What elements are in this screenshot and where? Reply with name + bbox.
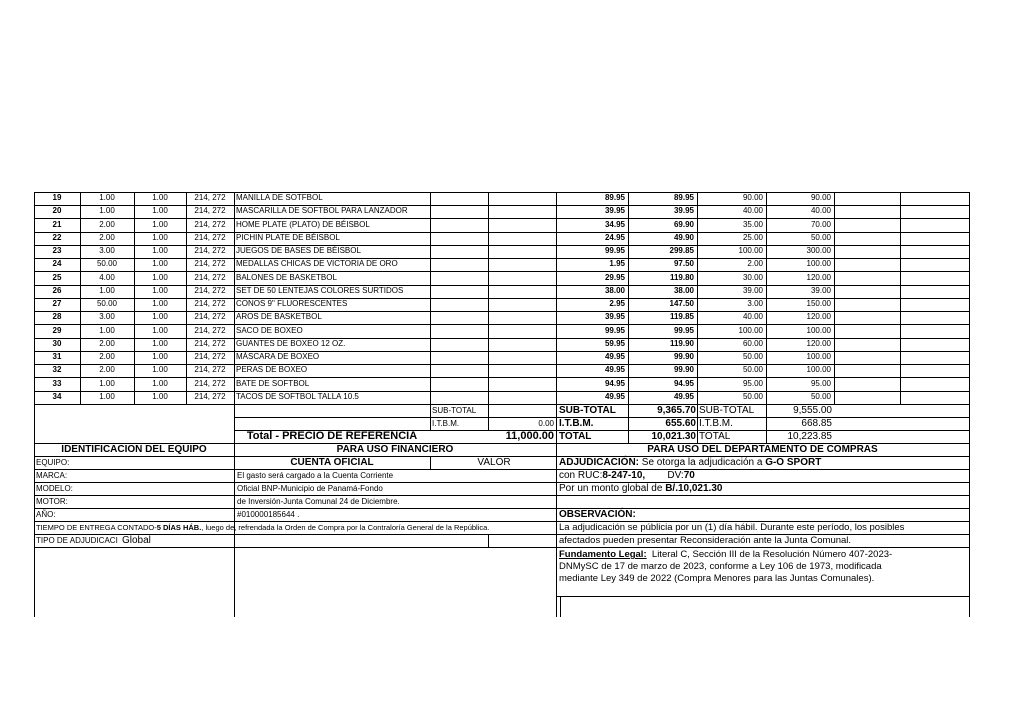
cell-f: 1.00 bbox=[152, 206, 168, 216]
cell-p2: 3.00 bbox=[747, 299, 763, 308]
cell-n: 27 bbox=[52, 299, 62, 308]
table-row bbox=[34, 192, 970, 206]
cell-p2: 90.00 bbox=[742, 193, 763, 202]
itbm2-label: I.T.B.M. bbox=[699, 418, 733, 429]
cell-t1: 39.95 bbox=[673, 206, 694, 216]
cell-qty: 1.00 bbox=[99, 285, 115, 295]
cell-t1: 119.85 bbox=[669, 312, 694, 322]
cell-p1: 2.95 bbox=[609, 299, 625, 308]
cell-p1: 94.95 bbox=[604, 378, 625, 388]
col-divider bbox=[900, 192, 901, 404]
cell-code: 214, 272 bbox=[194, 338, 226, 348]
table-row bbox=[34, 325, 970, 339]
cell-code: 214, 272 bbox=[194, 259, 226, 269]
cell-code: 214, 272 bbox=[194, 312, 226, 322]
cell-code: 214, 272 bbox=[194, 391, 226, 401]
line bbox=[556, 547, 969, 548]
col-divider bbox=[134, 192, 135, 404]
subtotal1-label: SUB-TOTAL bbox=[559, 405, 616, 416]
equipo-label: EQUIPO: bbox=[36, 458, 70, 467]
cell-qty: 2.00 bbox=[99, 232, 115, 242]
table-row bbox=[34, 311, 970, 325]
cell-t2: 40.00 bbox=[810, 206, 831, 216]
cell-t2: 150.00 bbox=[806, 299, 831, 308]
cell-t1: 38.00 bbox=[673, 285, 694, 295]
cell-p1: 59.95 bbox=[604, 338, 625, 348]
cell-desc: PICHIN PLATE DE BÉISBOL bbox=[236, 232, 340, 242]
cell-desc: BATE DE SOFTBOL bbox=[236, 378, 310, 388]
cell-desc: CONOS 9" FLUORESCENTES bbox=[236, 299, 348, 308]
cell-n: 22 bbox=[52, 232, 62, 242]
tiempo-entrega: TIEMPO DE ENTREGA CONTADO-5 DÍAS HÁB., luego de, refrendada la Orden de Compra por la Contraloría General de la República. bbox=[36, 523, 490, 532]
cell-desc: SET DE 50 LENTEJAS COLORES SURTIDOS bbox=[236, 285, 404, 295]
cell-desc: MEDALLAS CHICAS DE VICTORIA DE ORO bbox=[236, 259, 398, 269]
cell-t2: 100.00 bbox=[806, 352, 831, 361]
cell-desc: GUANTES DE BOXEO 12 OZ. bbox=[236, 338, 346, 348]
cell-desc: AROS DE BASKETBOL bbox=[236, 312, 322, 322]
financiero-line2: Oficial BNP-Municipio de Panamá-Fondo bbox=[237, 484, 383, 493]
cell-p1: 39.95 bbox=[604, 206, 625, 216]
cell-n: 26 bbox=[52, 285, 62, 295]
cell-t1: 99.90 bbox=[673, 365, 694, 375]
cell-qty: 2.00 bbox=[99, 219, 115, 229]
cell-code: 214, 272 bbox=[194, 378, 226, 388]
compras-title: PARA USO DEL DEPARTAMENTO DE COMPRAS bbox=[647, 444, 878, 455]
cell-code: 214, 272 bbox=[194, 285, 226, 295]
financiero-title: PARA USO FINANCIERO bbox=[336, 444, 454, 455]
cell-n: 24 bbox=[52, 259, 62, 269]
financiero-line3: de Inversión-Junta Comunal 24 de Diciembre. bbox=[237, 497, 400, 506]
col-divider bbox=[234, 192, 235, 443]
cell-n: 32 bbox=[52, 365, 62, 375]
cell-f: 1.00 bbox=[152, 232, 168, 242]
cell-desc: MANILLA DE SOTFBOL bbox=[236, 193, 323, 202]
cell-p1: 38.00 bbox=[604, 285, 625, 295]
col-divider bbox=[834, 192, 835, 404]
cell-qty: 2.00 bbox=[99, 338, 115, 348]
cell-t1: 49.90 bbox=[673, 232, 694, 242]
cell-desc: MÁSCARA DE BOXEO bbox=[236, 352, 320, 361]
cuenta-oficial-label: CUENTA OFICIAL bbox=[290, 457, 374, 468]
col-divider bbox=[488, 192, 489, 430]
cell-f: 1.00 bbox=[152, 365, 168, 375]
cell-t2: 50.00 bbox=[810, 391, 831, 401]
cell-t1: 89.95 bbox=[673, 193, 694, 202]
cell-code: 214, 272 bbox=[194, 206, 226, 216]
cell-desc: HOME PLATE (PLATO) DE BÉISBOL bbox=[236, 219, 370, 229]
cell-f: 1.00 bbox=[152, 272, 168, 282]
anio-label: AÑO: bbox=[36, 510, 56, 519]
cell-qty: 1.00 bbox=[99, 193, 115, 202]
cell-p1: 49.95 bbox=[604, 391, 625, 401]
subtotal2-label: SUB-TOTAL bbox=[699, 405, 755, 416]
cell-n: 20 bbox=[52, 206, 62, 216]
observacion-title: OBSERVACIÓN: bbox=[559, 509, 636, 520]
cell-n: 34 bbox=[52, 391, 62, 401]
cell-f: 1.00 bbox=[152, 352, 168, 361]
monto-line: Por un monto global de B/.10,021.30 bbox=[559, 483, 723, 494]
cell-qty: 50.00 bbox=[96, 299, 118, 308]
cell-p1: 99.95 bbox=[604, 325, 625, 335]
motor-label: MOTOR: bbox=[36, 497, 68, 506]
cell-desc: BALONES DE BASKETBOL bbox=[236, 272, 337, 282]
cell-t1: 99.95 bbox=[673, 325, 694, 335]
cell-desc: JUEGOS DE BASES DE BÉISBOL bbox=[236, 246, 361, 255]
tipo-adjudicacion-label: TIPO DE ADJUDICACI bbox=[36, 536, 118, 545]
cell-n: 30 bbox=[52, 338, 62, 348]
cell-p1: 49.95 bbox=[604, 352, 625, 361]
table-row bbox=[34, 364, 970, 378]
cell-t2: 39.00 bbox=[810, 285, 831, 295]
cell-p1: 24.95 bbox=[604, 232, 625, 242]
cell-t2: 90.00 bbox=[810, 193, 831, 202]
cell-qty: 3.00 bbox=[99, 246, 115, 255]
col-divider bbox=[697, 192, 698, 443]
cell-t1: 94.95 bbox=[673, 378, 694, 388]
cell-code: 214, 272 bbox=[194, 365, 226, 375]
table-row bbox=[34, 391, 970, 405]
cell-p1: 1.95 bbox=[609, 259, 625, 269]
cell-qty: 1.00 bbox=[99, 325, 115, 335]
col-divider bbox=[80, 192, 81, 404]
equipo-title: IDENTIFICACION DEL EQUIPO bbox=[61, 444, 207, 455]
table-row bbox=[34, 258, 970, 272]
modelo-label: MODELO: bbox=[36, 484, 73, 493]
cell-t1: 299.85 bbox=[669, 246, 694, 255]
col-divider bbox=[430, 192, 431, 430]
cell-p2: 50.00 bbox=[742, 352, 763, 361]
itbm-left-value: 0.00 bbox=[538, 419, 554, 428]
itbm2-value: 668.85 bbox=[801, 418, 832, 429]
adjudicacion: ADJUDICACIÓN: Se otorga la adjudicación a G-O SPORT bbox=[559, 457, 822, 468]
cell-p2: 100.00 bbox=[738, 325, 763, 335]
itbm1-label: I.T.B.M. bbox=[559, 418, 594, 429]
reference-total-label: Total - PRECIO DE REFERENCIA bbox=[246, 430, 418, 442]
cell-t2: 100.00 bbox=[806, 325, 831, 335]
cell-p1: 34.95 bbox=[604, 219, 625, 229]
cell-qty: 2.00 bbox=[99, 365, 115, 375]
cell-t1: 147.50 bbox=[669, 299, 694, 308]
itbm-left-label: I.T.B.M. bbox=[432, 419, 460, 428]
cell-code: 214, 272 bbox=[194, 232, 226, 242]
cell-n: 25 bbox=[52, 272, 62, 282]
cell-p2: 40.00 bbox=[742, 206, 763, 216]
cell-desc: TACOS DE SOFTBOL TALLA 10.5 bbox=[236, 391, 359, 401]
cell-n: 23 bbox=[52, 246, 62, 255]
cell-f: 1.00 bbox=[152, 193, 168, 202]
financiero-line1: El gasto será cargado a la Cuenta Corriente bbox=[237, 471, 394, 480]
cell-t2: 120.00 bbox=[806, 312, 831, 322]
cell-t2: 120.00 bbox=[806, 272, 831, 282]
financiero-line4: #010000185644 . bbox=[237, 510, 300, 519]
cell-t1: 49.95 bbox=[673, 391, 694, 401]
col-divider bbox=[430, 456, 431, 469]
cell-t2: 50.00 bbox=[810, 232, 831, 242]
tipo-adjudicacion-value: Global bbox=[122, 535, 151, 546]
cell-n: 21 bbox=[52, 219, 62, 229]
subtotal1-value: 9,365.70 bbox=[657, 405, 696, 416]
cell-f: 1.00 bbox=[152, 338, 168, 348]
cell-f: 1.00 bbox=[152, 219, 168, 229]
cell-p1: 39.95 bbox=[604, 312, 625, 322]
valor-label: VALOR bbox=[477, 457, 511, 468]
table-row bbox=[34, 338, 970, 352]
fundamento-line2: DNMySC de 17 de marzo de 2023, conforme a Ley 106 de 1973, modificada bbox=[559, 561, 882, 572]
marca-label: MARCA: bbox=[36, 471, 68, 480]
cell-t2: 70.00 bbox=[810, 219, 831, 229]
cell-n: 29 bbox=[52, 325, 62, 335]
cell-code: 214, 272 bbox=[194, 193, 226, 202]
table-row bbox=[34, 205, 970, 219]
cell-code: 214, 272 bbox=[194, 272, 226, 282]
cell-qty: 1.00 bbox=[99, 378, 115, 388]
table-row bbox=[34, 298, 970, 312]
total2-label: TOTAL bbox=[699, 431, 731, 442]
line bbox=[34, 547, 556, 548]
cell-t1: 119.90 bbox=[669, 338, 694, 348]
cell-f: 1.00 bbox=[152, 312, 168, 322]
cell-f: 1.00 bbox=[152, 391, 168, 401]
itbm1-value: 655.60 bbox=[665, 418, 696, 429]
cell-t1: 69.90 bbox=[673, 219, 694, 229]
table-row bbox=[34, 285, 970, 299]
cell-p2: 30.00 bbox=[742, 272, 763, 282]
cell-p1: 89.95 bbox=[604, 193, 625, 202]
cell-desc: PERAS DE BOXEO bbox=[236, 365, 308, 375]
cell-desc: MASCARILLA DE SOFTBOL PARA LANZADOR bbox=[236, 206, 408, 216]
cell-p1: 49.95 bbox=[604, 365, 625, 375]
cell-f: 1.00 bbox=[152, 246, 168, 255]
cell-qty: 1.00 bbox=[99, 391, 115, 401]
subtotal2-value: 9,555.00 bbox=[793, 405, 832, 416]
cell-p1: 29.95 bbox=[604, 272, 625, 282]
cell-qty: 2.00 bbox=[99, 352, 115, 361]
cell-qty: 3.00 bbox=[99, 312, 115, 322]
table-row bbox=[34, 232, 970, 246]
cell-n: 33 bbox=[52, 378, 62, 388]
cell-f: 1.00 bbox=[152, 378, 168, 388]
cell-p2: 50.00 bbox=[742, 365, 763, 375]
subtotal-left-label: SUB-TOTAL bbox=[432, 406, 477, 415]
cell-t2: 95.00 bbox=[810, 378, 831, 388]
cell-t2: 120.00 bbox=[806, 338, 831, 348]
total2-value: 10,223.85 bbox=[787, 431, 832, 442]
cell-f: 1.00 bbox=[152, 285, 168, 295]
cell-code: 214, 272 bbox=[194, 219, 226, 229]
col-divider bbox=[560, 596, 561, 617]
table-row bbox=[34, 245, 970, 259]
table-row bbox=[34, 272, 970, 286]
cell-f: 1.00 bbox=[152, 325, 168, 335]
cell-t2: 100.00 bbox=[806, 365, 831, 375]
cell-p1: 99.95 bbox=[604, 246, 625, 255]
table-row bbox=[34, 351, 970, 365]
line bbox=[556, 596, 969, 597]
fundamento-line1: Fundamento Legal: Literal C, Sección III de la Resolución Número 407-2023- bbox=[559, 549, 893, 560]
table-row bbox=[34, 219, 970, 233]
cell-p2: 25.00 bbox=[742, 232, 763, 242]
cell-p2: 40.00 bbox=[742, 312, 763, 322]
cell-f: 1.00 bbox=[152, 299, 168, 308]
total1-value: 10,021.30 bbox=[651, 431, 696, 442]
cell-p2: 50.00 bbox=[742, 391, 763, 401]
cell-t1: 119.80 bbox=[669, 272, 694, 282]
total1-label: TOTAL bbox=[559, 431, 592, 442]
observacion-line2: afectados pueden presentar Reconsideración ante la Junta Comunal. bbox=[559, 535, 852, 546]
cell-qty: 1.00 bbox=[99, 206, 115, 216]
cell-code: 214, 272 bbox=[194, 299, 226, 308]
cell-f: 1.00 bbox=[152, 259, 168, 269]
line bbox=[234, 417, 970, 418]
cell-code: 214, 272 bbox=[194, 325, 226, 335]
cell-n: 31 bbox=[52, 352, 62, 361]
cell-desc: SACO DE BOXEO bbox=[236, 325, 303, 335]
cell-code: 214, 272 bbox=[194, 352, 226, 361]
fundamento-line3: mediante Ley 349 de 2022 (Compra Menores para las Juntas Comunales). bbox=[559, 573, 875, 584]
cell-qty: 4.00 bbox=[99, 272, 115, 282]
observacion-line1: La adjudicación se públicia por un (1) día hábil. Durante este período, los posibles bbox=[559, 522, 905, 533]
col-divider bbox=[186, 192, 187, 404]
cell-p2: 2.00 bbox=[747, 259, 763, 269]
ruc-line: con RUC:8-247-10, DV:70 bbox=[559, 470, 695, 481]
cell-p2: 100.00 bbox=[738, 246, 763, 255]
reference-total-value: 11,000.00 bbox=[505, 430, 554, 442]
cell-n: 28 bbox=[52, 312, 62, 322]
cell-p2: 35.00 bbox=[742, 219, 763, 229]
line bbox=[556, 495, 969, 496]
cell-p2: 60.00 bbox=[742, 338, 763, 348]
cell-t2: 100.00 bbox=[806, 259, 831, 269]
col-divider bbox=[488, 534, 489, 547]
cell-n: 19 bbox=[52, 193, 62, 202]
cell-t1: 99.90 bbox=[673, 352, 694, 361]
table-top bbox=[34, 192, 970, 193]
cell-t1: 97.50 bbox=[673, 259, 694, 269]
table-row bbox=[34, 378, 970, 392]
cell-code: 214, 272 bbox=[194, 246, 226, 255]
cell-t2: 300.00 bbox=[806, 246, 831, 255]
cell-p2: 39.00 bbox=[742, 285, 763, 295]
cell-p2: 95.00 bbox=[742, 378, 763, 388]
cell-qty: 50.00 bbox=[96, 259, 118, 269]
